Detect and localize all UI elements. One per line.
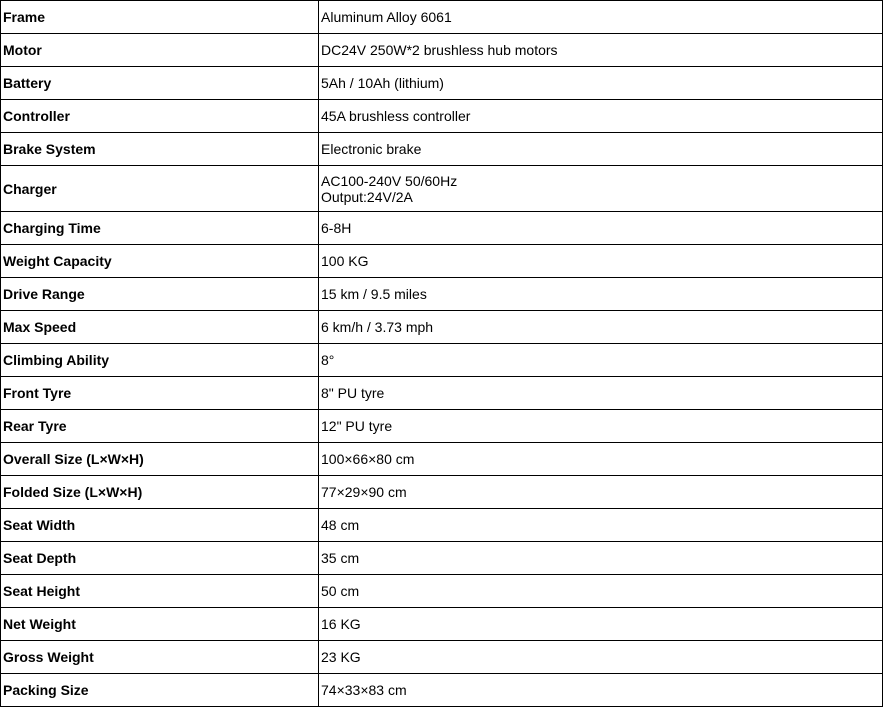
row-label: Drive Range [1,278,319,311]
row-label: Gross Weight [1,641,319,674]
table-row-net-weight [1,608,883,641]
table-row-battery [1,67,883,100]
row-value: 50 cm [319,575,883,608]
table-row-front-tyre [1,377,883,410]
row-value: 12" PU tyre [319,410,883,443]
row-label: Climbing Ability [1,344,319,377]
row-label: Brake System [1,133,319,166]
row-label: Folded Size (L×W×H) [1,476,319,509]
row-value: Aluminum Alloy 6061 [319,1,883,34]
row-label: Motor [1,34,319,67]
row-label: Seat Width [1,509,319,542]
row-value: 35 cm [319,542,883,575]
row-label: Weight Capacity [1,245,319,278]
row-label: Controller [1,100,319,133]
table-row-packing-size [1,674,883,707]
table-row-brake-system [1,133,883,166]
row-value: 16 KG [319,608,883,641]
table-row-frame [1,1,883,34]
table-row-folded-size [1,476,883,509]
row-value: 6 km/h / 3.73 mph [319,311,883,344]
row-value: 45A brushless controller [319,100,883,133]
row-value: 8" PU tyre [319,377,883,410]
row-value: 23 KG [319,641,883,674]
row-label: Frame [1,1,319,34]
row-value: Electronic brake [319,133,883,166]
table-row-drive-range [1,278,883,311]
row-value: 100 KG [319,245,883,278]
row-value: 48 cm [319,509,883,542]
row-label: Charger [1,166,319,212]
row-label: Rear Tyre [1,410,319,443]
table-row-max-speed [1,311,883,344]
table-row-charging-time [1,212,883,245]
row-value: 100×66×80 cm [319,443,883,476]
row-label: Front Tyre [1,377,319,410]
row-label: Seat Depth [1,542,319,575]
table-row-seat-height [1,575,883,608]
row-label: Overall Size (L×W×H) [1,443,319,476]
row-label: Packing Size [1,674,319,707]
table-row-gross-weight [1,641,883,674]
table-row-rear-tyre [1,410,883,443]
row-label: Seat Height [1,575,319,608]
row-label: Charging Time [1,212,319,245]
table-row-charger [1,166,883,212]
table-row-overall-size [1,443,883,476]
row-value: 74×33×83 cm [319,674,883,707]
row-value: 8° [319,344,883,377]
row-value: 6-8H [319,212,883,245]
row-label: Net Weight [1,608,319,641]
row-label: Battery [1,67,319,100]
row-value [319,166,883,212]
table-row-weight-capacity [1,245,883,278]
table-row-motor [1,34,883,67]
charger-input-line: AC100-240V 50/60Hz [321,172,458,189]
table-row-seat-depth [1,542,883,575]
row-label: Max Speed [1,311,319,344]
row-value: 15 km / 9.5 miles [319,278,883,311]
row-value: 77×29×90 cm [319,476,883,509]
row-value: DC24V 250W*2 brushless hub motors [319,34,883,67]
charger-output-line: Output:24V/2A [321,188,413,205]
table-row-seat-width [1,509,883,542]
row-value: 5Ah / 10Ah (lithium) [319,67,883,100]
table-row-climbing-ability [1,344,883,377]
table-row-controller [1,100,883,133]
